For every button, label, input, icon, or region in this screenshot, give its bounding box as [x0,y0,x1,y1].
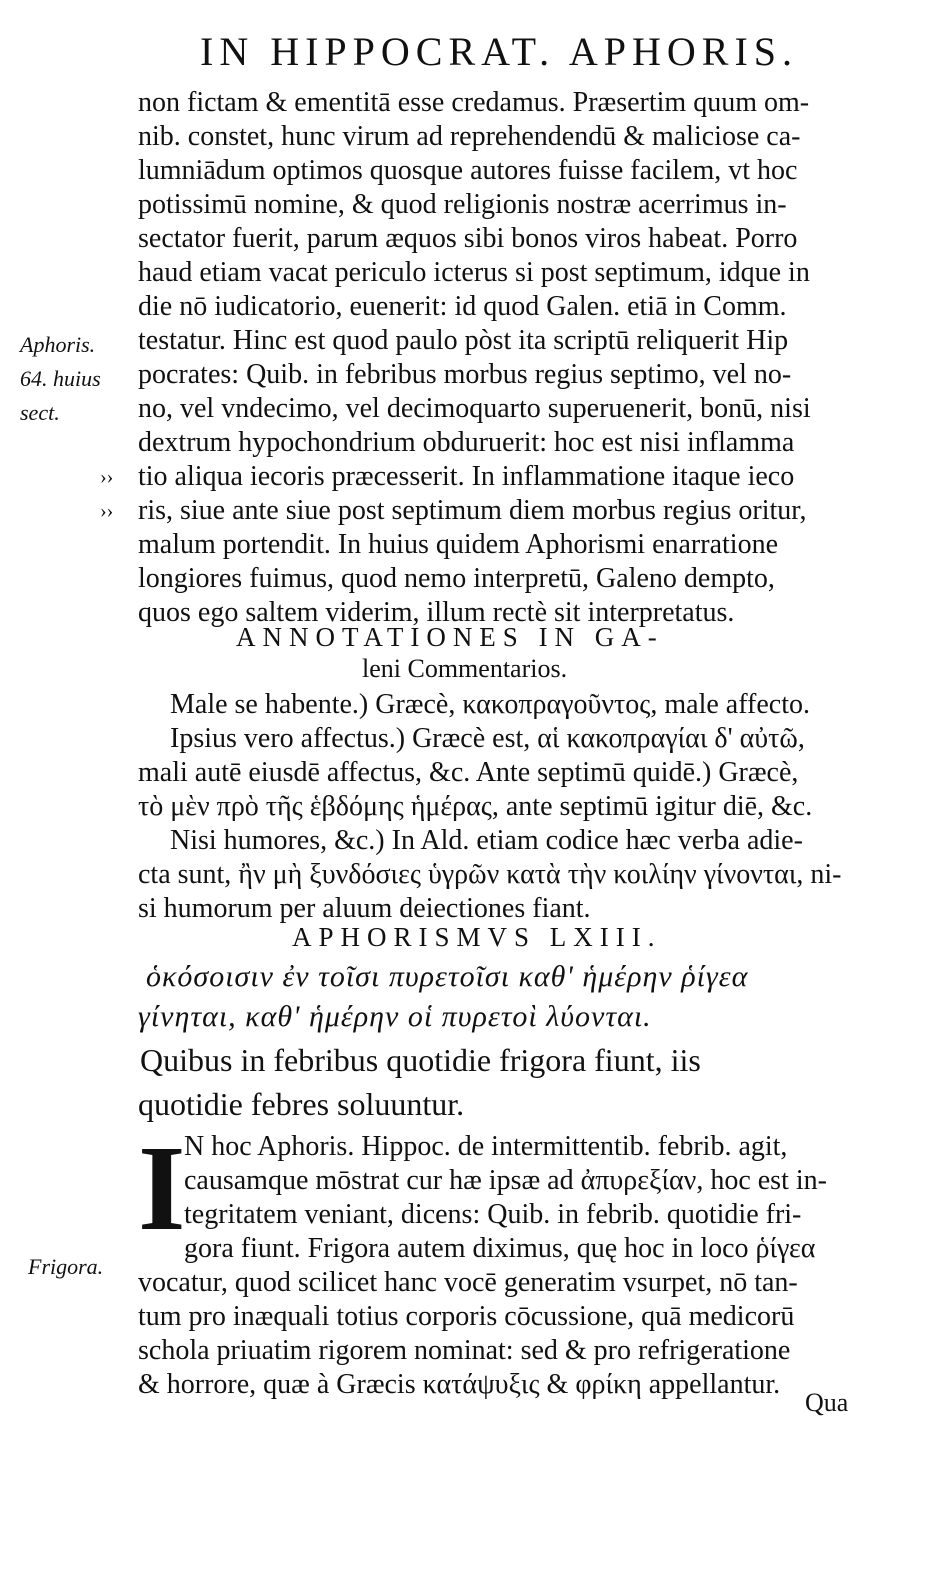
annotations-subtitle: leni Commentarios. [362,654,568,683]
margin-note: 64. huius [20,366,101,391]
body-line: pocrates: Quib. in febribus morbus regius septimo, vel no- [138,359,792,390]
catchword: Qua [805,1388,849,1417]
body-line: tio aliqua iecoris præcesserit. In inflammatione itaque ieco [138,461,795,492]
annotation-line: Nisi humores, &c.) In Ald. etiam codice hæc verba adie- [170,825,803,856]
body-line: longiores fuimus, quod nemo interpretū, Galeno dempto, [138,563,775,594]
commentary-line: & horrore, quæ à Græcis κατάψυξις & φρίκη appellantur. [138,1369,781,1400]
body-line: no, vel vndecimo, vel decimoquarto superuenerit, bonū, nisi [138,393,811,424]
margin-note: sect. [20,400,60,425]
annotation-line: cta sunt, ἢν μὴ ξυνδόσιες ὑγρῶν κατὰ τὴν κοιλίην γίνονται, ni- [138,859,842,890]
body-line: ris, siue ante siue post septimum diem morbus regius oritur, [138,495,807,526]
annotation-line: Ipsius vero affectus.) Græcè est, αἱ κακοπραγίαι δ' αὐτῶ, [170,723,805,754]
quotation-mark: ›› [100,466,114,488]
aphorism-title: APHORISMVS LXIII. [292,922,662,952]
body-line: die nō iudicatorio, euenerit: id quod Galen. etiā in Comm. [138,291,787,322]
commentary-line: vocatur, quod scilicet hanc vocē generatim vsurpet, nō tan- [138,1267,798,1298]
body-line: sectator fuerit, parum æquos sibi bonos viros habeat. Porro [138,223,798,254]
body-line: haud etiam vacat periculo icterus si post septimum, idque in [138,257,810,288]
annotation-line: mali autē eiusdē affectus, &c. Ante septimū quidē.) Græcè, [138,757,799,788]
margin-note: Aphoris. [20,332,96,357]
annotations-title: ANNOTATIONES IN GA- [236,622,664,652]
annotation-line: si humorum per aluum deiectiones fiant. [138,893,591,924]
commentary-line: schola priuatim rigorem nominat: sed & pro refrigeratione [138,1335,791,1366]
body-line: potissimū nomine, & quod religionis nostræ acerrimus in- [138,189,787,220]
commentary-line: tum pro inæquali totius corporis cōcussione, quā medicorū [138,1301,795,1332]
commentary-line: gora fiunt. Frigora autem diximus, quę hoc in loco ῥίγεα [184,1233,816,1264]
body-line: lumniādum optimos quosque autores fuisse facilem, vt hoc [138,155,798,186]
running-header: IN HIPPOCRAT. APHORIS. [200,29,799,74]
aphorism-greek-line: ὁκόσοισιν ἐν τοῖσι πυρετοῖσι καθ' ἡμέρην ῥίγεα [146,960,749,993]
quotation-mark: ›› [100,500,114,522]
margin-note: Frigora. [28,1254,104,1279]
annotation-line: τὸ μὲν πρὸ τῆς ἑβδόμης ἡμέρας, ante septimū igitur diē, &c. [138,791,813,822]
drop-capital: I [138,1121,186,1256]
commentary-line: N hoc Aphoris. Hippoc. de intermittentib. febrib. agit, [184,1131,788,1162]
body-line: quos ego saltem viderim, illum rectè sit interpretatus. [138,597,735,628]
aphorism-greek-line: γίνηται, καθ' ἡμέρην οἱ πυρετοὶ λύονται. [138,1000,652,1033]
aphorism-latin-line: Quibus in febribus quotidie frigora fiunt, iis [140,1042,701,1078]
body-line: non fictam & ementitā esse credamus. Præsertim quum om- [138,87,810,118]
commentary-line: causamque mōstrat cur hæ ipsæ ad ἀπυρεξίαν, hoc est in- [184,1165,827,1196]
commentary-line: tegritatem veniant, dicens: Quib. in febrib. quotidie fri- [184,1199,802,1230]
aphorism-latin-line: quotidie febres soluuntur. [138,1086,465,1122]
body-line: testatur. Hinc est quod paulo pòst ita scriptū reliquerit Hip [138,325,789,356]
body-line: nib. constet, hunc virum ad reprehendendū & maliciose ca- [138,121,801,152]
body-line: dextrum hypochondrium obduruerit: hoc est nisi inflamma [138,427,795,458]
body-line: malum portendit. In huius quidem Aphorismi enarratione [138,529,778,560]
annotation-line: Male se habente.) Græcè, κακοπραγοῦντος, male affecto. [170,689,810,720]
